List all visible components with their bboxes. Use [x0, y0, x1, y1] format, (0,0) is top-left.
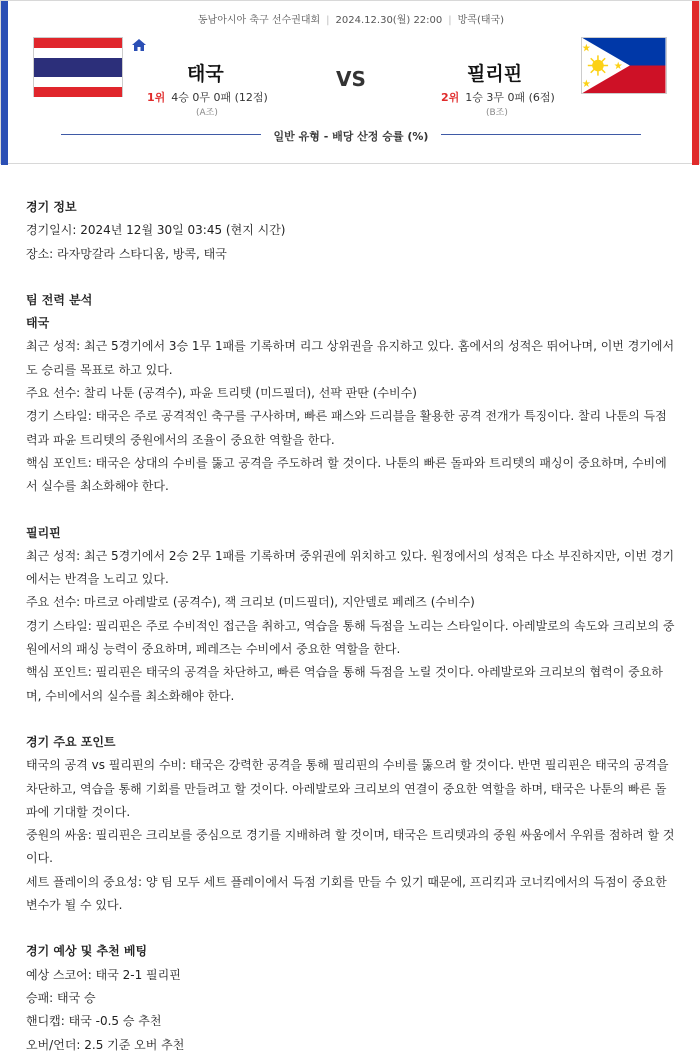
point-set-pieces: 세트 플레이의 중요성: 양 팀 모두 세트 플레이에서 득점 기회를 만들 수 있기 때문에, 프리킥과 코너킥에서의 득점이 중요한 변수가 될 수 있다. [26, 874, 667, 913]
match-meta: 동남아시아 축구 선수권대회 | 2024.12.30(월) 22:00 | 방콕(태국) [197, 15, 505, 26]
away-rank: 2위 [441, 91, 460, 104]
philippines-heading: 필리핀 [26, 525, 61, 540]
analysis-heading: 팀 전력 분석 [26, 292, 93, 307]
win-rate-label: 일반 유형 - 배당 산정 승률 (%) [273, 130, 429, 143]
prediction-result: 승패: 태국 승 [26, 990, 96, 1005]
philippines-recent: 최근 성적: 최근 5경기에서 2승 2무 1패를 기록하며 중위권에 위치하고 있다. 원정에서의 성적은 다소 부진하지만, 이번 경기에서는 반격을 노리고 있다. [26, 548, 675, 587]
home-icon [132, 39, 146, 51]
home-group: (A조) [196, 108, 218, 118]
info-date: 경기일시: 2024년 12월 30일 03:45 (현지 시간) [26, 223, 286, 238]
prediction-handicap: 핸디캡: 태국 -0.5 승 추천 [26, 1014, 162, 1029]
away-team-name: 필리핀 [467, 63, 523, 85]
thailand-flag [33, 37, 123, 97]
points-heading: 경기 주요 포인트 [26, 734, 116, 749]
philippines-key: 핵심 포인트: 필리핀은 태국의 공격을 차단하고, 빠른 역습을 통해 득점을 노릴 것이다. 아레발로와 크리보의 협력이 중요하며, 수비에서의 실수를 최소화해야 한다. [26, 665, 663, 703]
home-record [147, 89, 268, 105]
thailand-style: 경기 스타일: 태국은 주로 공격적인 축구를 구사하며, 빠른 패스와 드리블을 활용한 공격 전개가 특징이다. 찰리 나툰의 득점력과 파윤 트리텟의 중원에서의 조율이 중요한 역할을 한다. [26, 409, 667, 447]
article-body [26, 196, 676, 1057]
thailand-players: 주요 선수: 찰리 나툰 (공격수), 파윤 트리텟 (미드필더), 선팍 판딴 (수비수) [26, 386, 417, 401]
divider-right [441, 134, 641, 135]
divider-left [61, 134, 261, 135]
away-record-text: 1승 3무 0패 (6점) [465, 91, 555, 104]
match-venue: 방콕(태국) [457, 15, 505, 26]
thailand-recent: 최근 성적: 최근 5경기에서 3승 1무 1패를 기록하며 리그 상위권을 유지하고 있다. 홈에서의 성적은 뛰어나며, 이번 경기에서도 승리를 목표로 하고 있다. [26, 339, 675, 377]
philippines-flag [581, 37, 667, 94]
home-record-text: 4승 0무 0패 (12점) [171, 91, 268, 104]
away-group: (B조) [486, 108, 508, 118]
match-datetime: 2024.12.30(월) 22:00 [335, 15, 443, 26]
philippines-style: 경기 스타일: 필리핀은 주로 수비적인 접근을 취하고, 역습을 통해 득점을 노리는 스타일이다. 아레발로의 속도와 크리보의 중원에서의 패싱 능력이 중요하며, 페레즈는 수비에서 중요한 역할을 한다. [26, 618, 675, 657]
vs-label: VS [336, 67, 366, 91]
info-venue: 장소: 라자망갈라 스타디움, 방콕, 태국 [26, 246, 227, 261]
away-record [441, 89, 555, 105]
point-attack-defense: 태국의 공격 vs 필리핀의 수비: 태국은 강력한 공격을 통해 필리핀의 수비를 뚫으려 할 것이다. 반면 필리핀은 태국의 공격을 차단하고, 역습을 통해 기회를 만들려고 할 것이다. 아레발로와 크리보의 연결이 중요한 역할을 하며, 태국은 나툰의 빠른 돌파에 기대할 것이다. [26, 758, 669, 819]
info-heading: 경기 정보 [26, 200, 77, 214]
prediction-over-under: 오버/언더: 2.5 기준 오버 추천 [26, 1037, 185, 1052]
thailand-heading: 태국 [26, 316, 50, 331]
prediction-heading: 경기 예상 및 추천 베팅 [26, 944, 148, 959]
thailand-key: 핵심 포인트: 태국은 상대의 수비를 뚫고 공격을 주도하려 할 것이다. 나툰의 빠른 돌파와 트리텟의 패싱이 중요하며, 수비에서 실수를 최소화해야 한다. [26, 455, 667, 494]
competition-name: 동남아시아 축구 선수권대회 [197, 15, 321, 26]
philippines-players: 주요 선수: 마르코 아레발로 (공격수), 잭 크리보 (미드필더), 지안델로 페레즈 (수비수) [26, 595, 475, 610]
point-midfield: 중원의 싸움: 필리핀은 크리보를 중심으로 경기를 지배하려 할 것이며, 태국은 트리텟과의 중원 싸움에서 우위를 점하려 할 것이다. [26, 828, 675, 866]
match-header [0, 0, 700, 164]
home-rank: 1위 [147, 91, 166, 104]
home-team-name: 태국 [187, 63, 224, 85]
prediction-score: 예상 스코어: 태국 2-1 필리핀 [26, 967, 181, 982]
